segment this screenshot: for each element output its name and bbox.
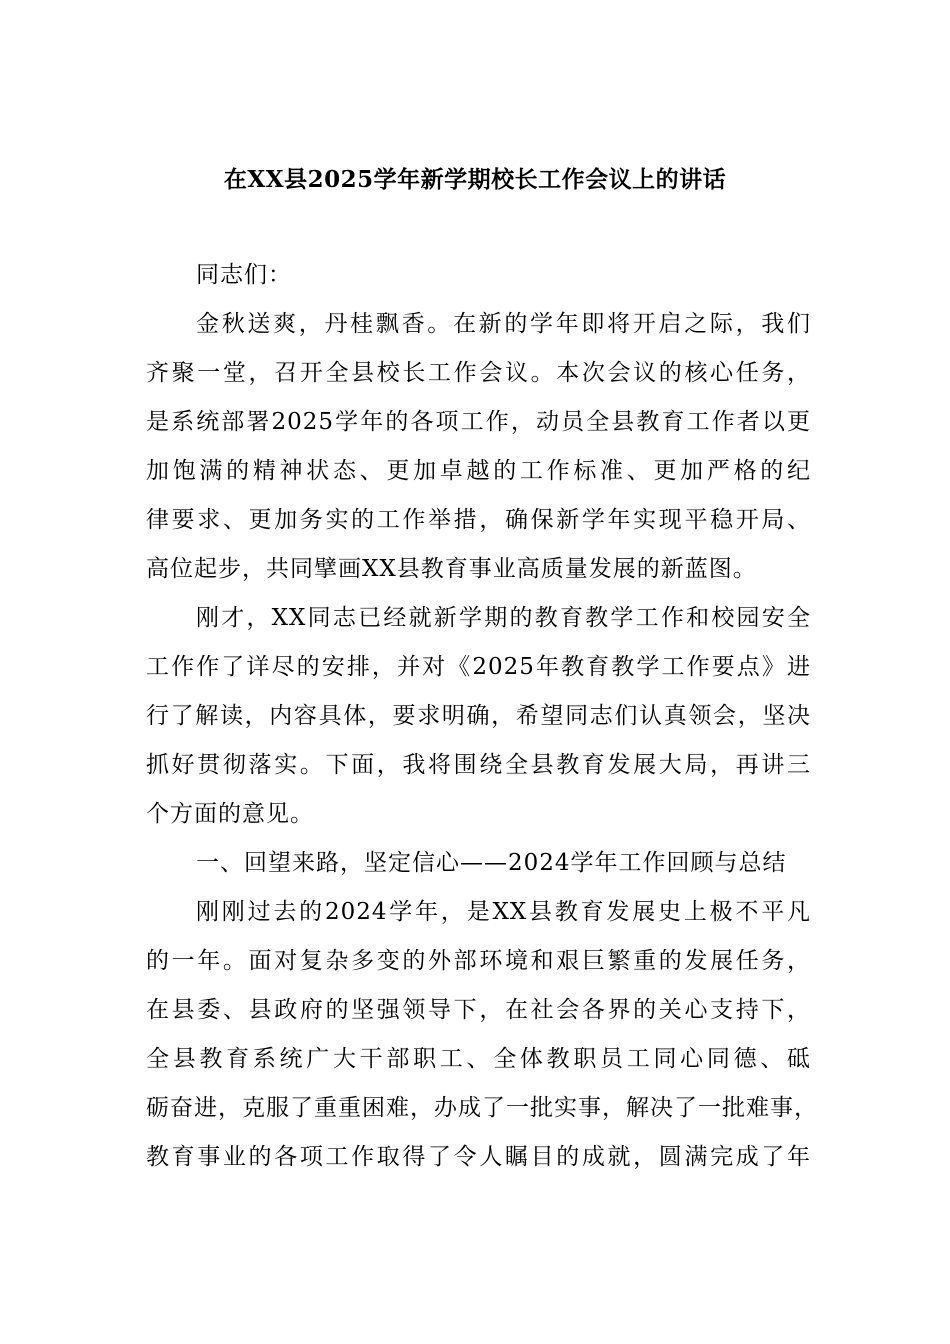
document-body <box>146 251 818 1182</box>
paragraph-line: 高位起步，共同擘画XX县教育事业高质量发展的新蓝图。 <box>146 556 757 582</box>
paragraph-line: 齐聚一堂，召开全县校长工作会议。本次会议的核心任务， <box>146 360 811 386</box>
document-title: 在XX县2025学年新学期校长工作会议上的讲话 <box>223 166 727 193</box>
paragraph-line: 在县委、县政府的坚强领导下，在社会各界的关心支持下， <box>146 997 811 1023</box>
paragraph-line: 加饱满的精神状态、更加卓越的工作标准、更加严格的纪 <box>146 458 811 484</box>
salutation: 同志们： <box>196 262 292 288</box>
paragraph-line: 金秋送爽，丹桂飘香。在新的学年即将开启之际，我们 <box>196 311 811 337</box>
paragraph-line: 工作作了详尽的安排，并对《2025年教育教学工作要点》进 <box>146 654 811 680</box>
paragraph-line: 行了解读，内容具体，要求明确，希望同志们认真领会，坚决 <box>146 703 811 729</box>
paragraph-line: 个方面的意见。 <box>146 801 314 827</box>
paragraph-line: 刚才，XX同志已经就新学期的教育教学工作和校园安全 <box>196 605 811 631</box>
paragraph-line: 砺奋进，克服了重重困难，办成了一批实事，解决了一批难事， <box>146 1095 818 1121</box>
paragraph-line: 律要求、更加务实的工作举措，确保新学年实现平稳开局、 <box>146 507 811 533</box>
paragraph-line: 刚刚过去的2024学年，是XX县教育发展史上极不平凡 <box>196 899 811 925</box>
paragraph-line: 教育事业的各项工作取得了令人瞩目的成就，圆满完成了年 <box>146 1144 811 1170</box>
section-heading: 一、回望来路，坚定信心——2024学年工作回顾与总结 <box>196 850 787 876</box>
paragraph-line: 抓好贯彻落实。下面，我将围绕全县教育发展大局，再讲三 <box>146 752 811 778</box>
paragraph-line: 是系统部署2025学年的各项工作，动员全县教育工作者以更 <box>146 409 811 435</box>
paragraph-line: 的一年。面对复杂多变的外部环境和艰巨繁重的发展任务， <box>146 948 811 974</box>
paragraph-line: 全县教育系统广大干部职工、全体教职员工同心同德、砥 <box>146 1046 811 1072</box>
